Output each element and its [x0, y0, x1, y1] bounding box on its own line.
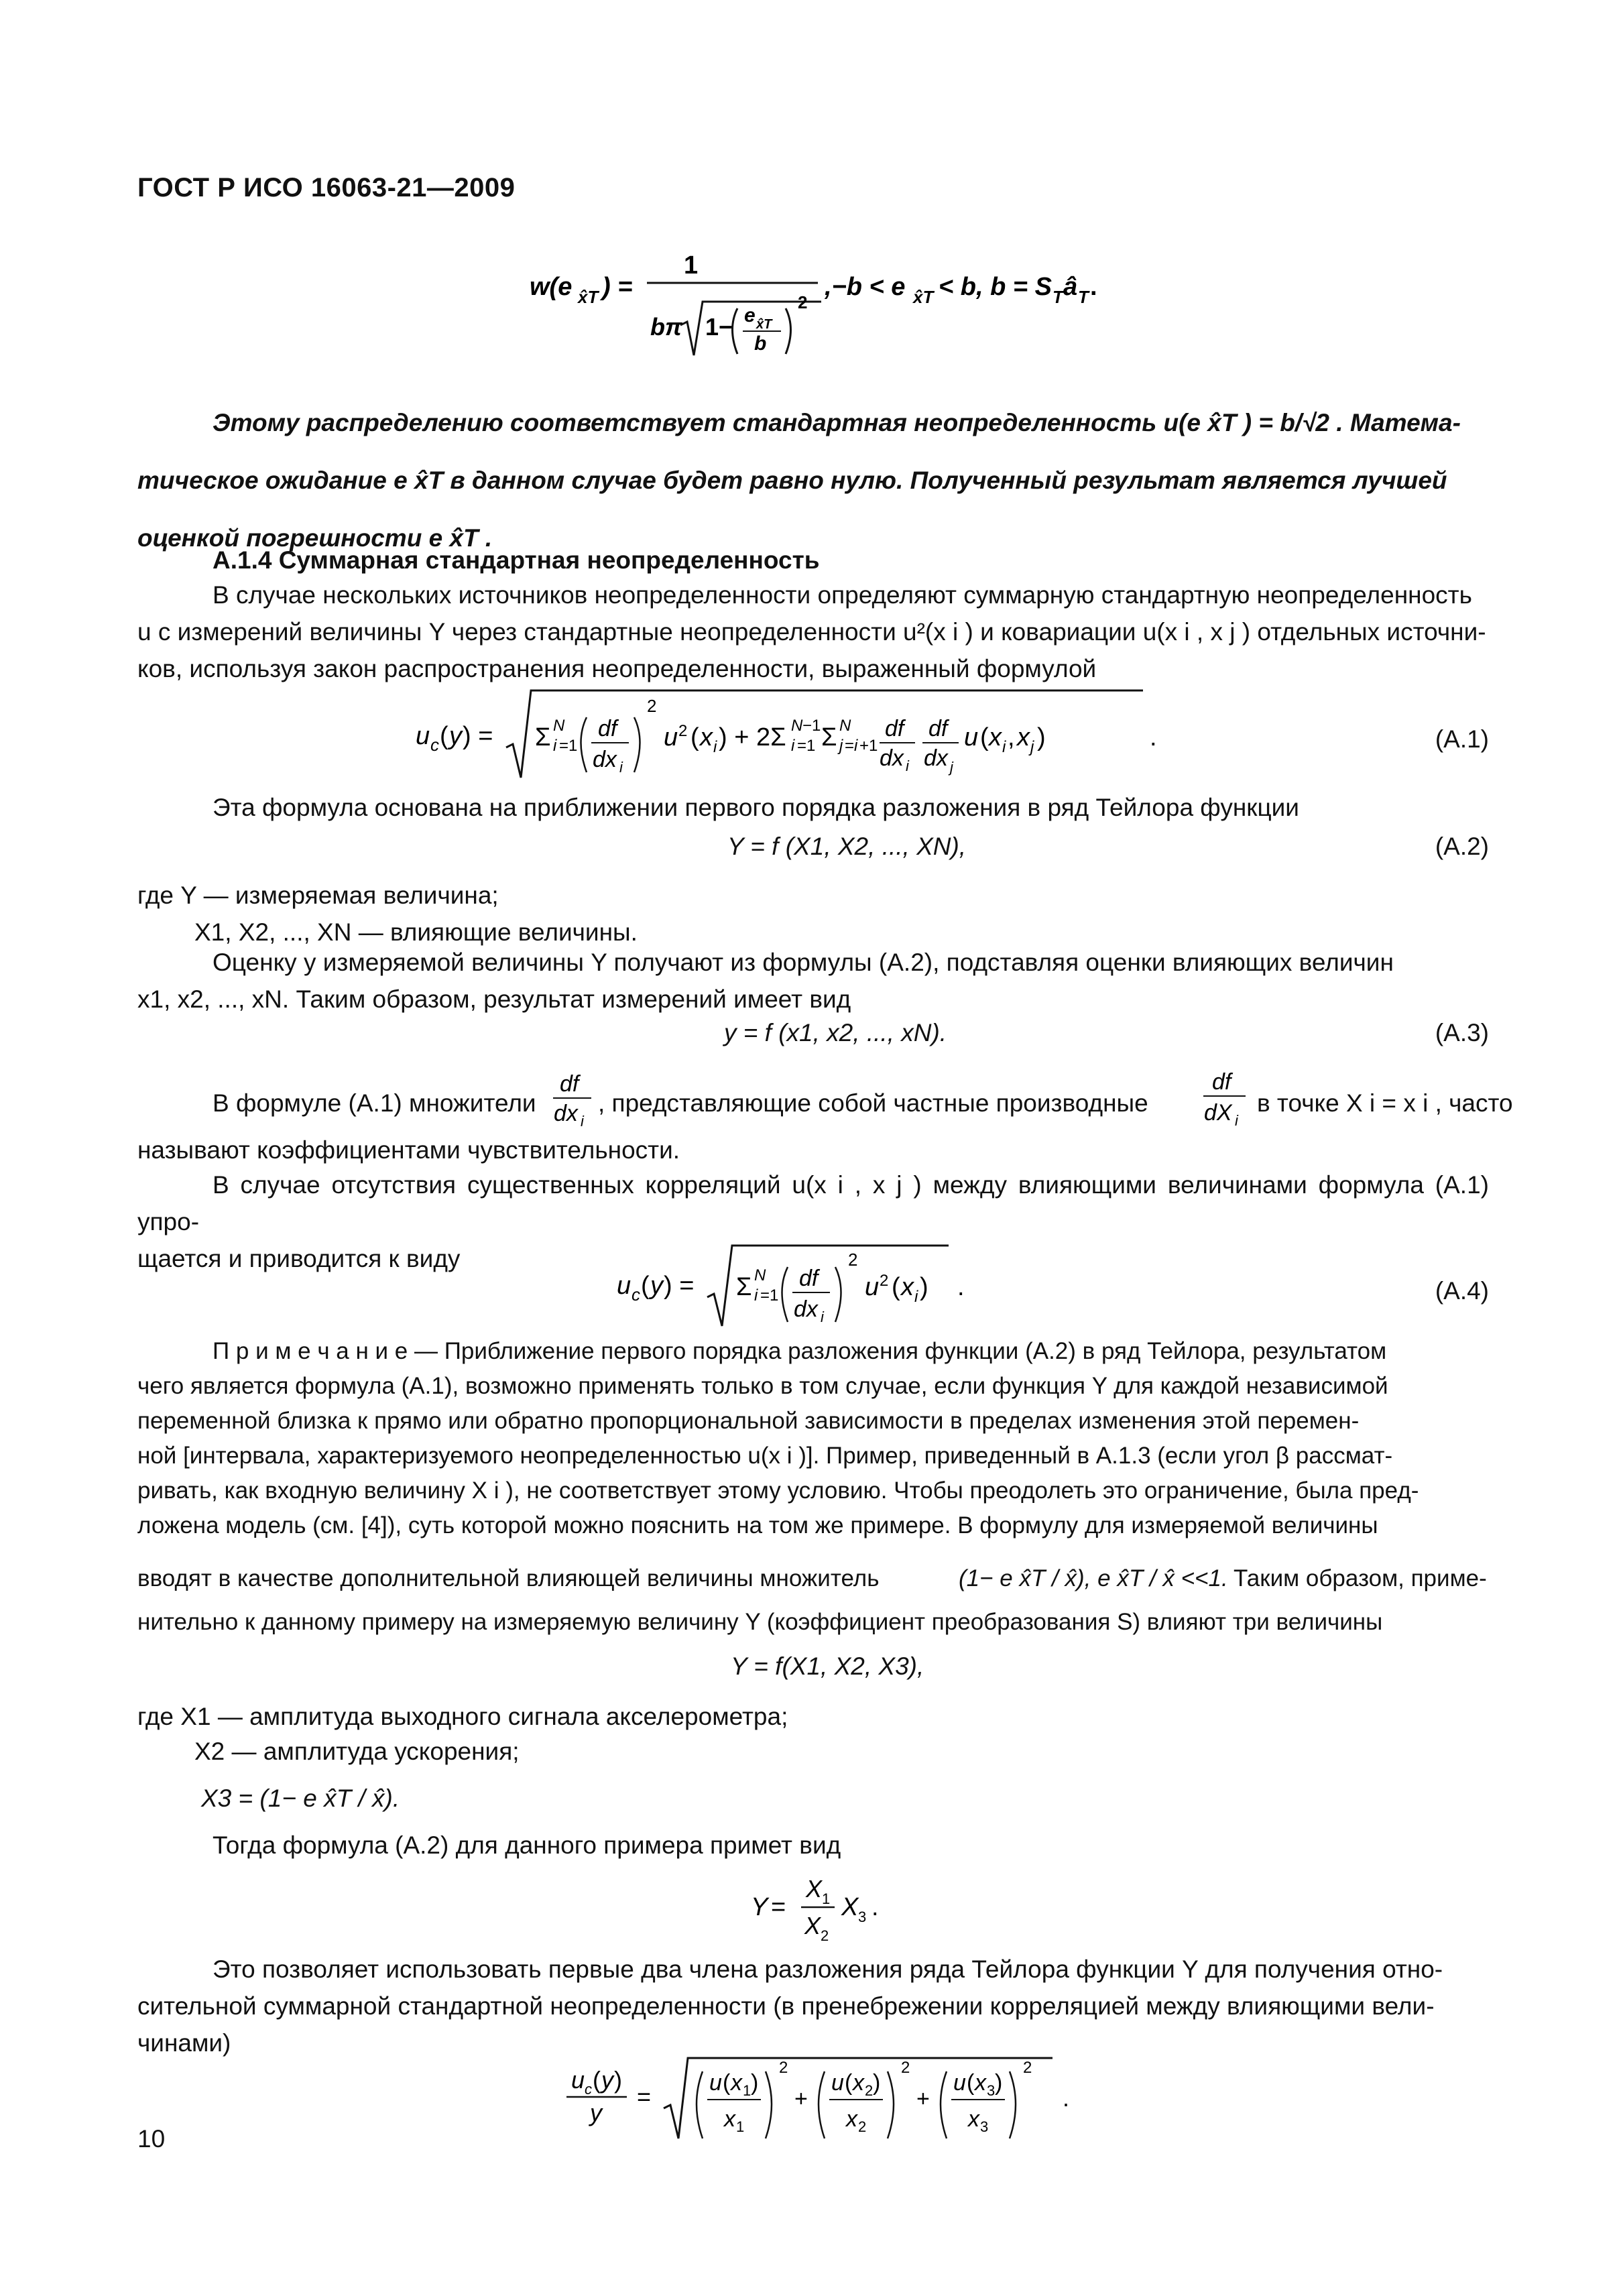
intro-line-3: ков, используя закон распространения неопределенности, выраженный формулой — [137, 655, 1097, 682]
paragraph-taylor: Эта формула основана на приближении первого порядка разложения в ряд Тейлора функции — [213, 794, 1299, 821]
equation-a2: Y = f (X1, X2, ..., XN), — [727, 833, 967, 860]
svg-text:x̂T: x̂T — [913, 287, 934, 307]
where-x2-line: X2 — амплитуда ускорения; — [194, 1738, 520, 1765]
equation-a1 — [416, 684, 1220, 791]
svg-text:X: X — [804, 1912, 821, 1939]
svg-text:2: 2 — [848, 1250, 858, 1270]
svg-text:N: N — [839, 717, 851, 735]
correlation-line-1: В случае отсутствия существенных корреляций u(x i , x j ) между влияющими величинами формула (А.1) упро- — [137, 1171, 1489, 1235]
svg-text:3: 3 — [987, 2082, 996, 2099]
svg-text:e: e — [744, 304, 756, 326]
svg-text:u: u — [964, 723, 979, 751]
note-line-7a: вводят в качестве дополнительной влияющей величины множитель — [137, 1565, 880, 1591]
svg-text:(: ( — [967, 2070, 975, 2096]
svg-text:dX: dX — [1204, 1100, 1232, 1126]
svg-text:df: df — [928, 716, 948, 741]
svg-text:,−b < e: ,−b < e — [825, 273, 906, 301]
svg-text:3: 3 — [858, 1909, 867, 1925]
svg-text:=: = — [637, 2083, 652, 2110]
equation-a1-number: (А.1) — [1435, 725, 1489, 753]
svg-text:i: i — [553, 737, 557, 755]
svg-text:.: . — [957, 1273, 965, 1301]
note-line-8: нительно к данному примеру на измеряемую величину Y (коэффициент преобразования S) влияют три величины — [137, 1609, 1383, 1635]
svg-text:dx: dx — [554, 1101, 578, 1126]
where-y-line: где Y — измеряемая величина; — [137, 882, 499, 909]
svg-text:w(e: w(e — [530, 273, 573, 301]
svg-text:(: ( — [690, 723, 699, 751]
svg-text:i: i — [791, 737, 795, 755]
svg-text:i: i — [854, 737, 858, 755]
svg-text:j: j — [1030, 738, 1034, 756]
svg-text:): ) — [751, 2070, 759, 2096]
svg-text:i: i — [713, 738, 717, 756]
svg-text:=: = — [845, 737, 855, 755]
relative-line-2: сительной суммарной стандартной неопределенности (в пренебрежении корреляцией между влияющими вели- — [137, 1992, 1435, 2020]
sensitivity-text-4: называют коэффициентами чувствительности. — [137, 1136, 680, 1164]
svg-text:x: x — [846, 2106, 857, 2132]
where-x1-line: где X1 — амплитуда выходного сигнала акселерометра; — [137, 1703, 788, 1730]
equation-a4-number: (А.4) — [1435, 1277, 1489, 1305]
svg-text:y: y — [650, 1272, 663, 1300]
svg-text:i: i — [581, 1113, 584, 1130]
svg-text:) + 2Σ: ) + 2Σ — [719, 723, 786, 751]
svg-text:y: y — [601, 2066, 613, 2094]
svg-text:(: ( — [845, 2070, 853, 2096]
svg-text:Σ: Σ — [535, 723, 551, 751]
sensitivity-text-1: В формуле (А.1) множители — [213, 1089, 536, 1117]
svg-text:(: ( — [641, 1272, 650, 1300]
svg-text:x: x — [975, 2070, 986, 2096]
svg-text:x: x — [853, 2070, 864, 2096]
equation-relative-uncertainty — [563, 2051, 1099, 2152]
svg-text:x: x — [989, 723, 1002, 751]
svg-text:y: y — [449, 722, 462, 750]
paragraph-example-form: Тогда формула (А.2) для данного примера примет вид — [213, 1831, 841, 1859]
svg-text:(: ( — [892, 1273, 900, 1301]
svg-text:u: u — [953, 2070, 966, 2096]
svg-text:x̂T: x̂T — [756, 317, 772, 332]
svg-text:=1: =1 — [797, 737, 816, 755]
svg-text:< b, b = S: < b, b = S — [939, 273, 1052, 301]
svg-text:2: 2 — [858, 2118, 867, 2135]
svg-text:) =: ) = — [664, 1272, 695, 1300]
svg-text:b: b — [754, 333, 767, 355]
svg-text:.: . — [871, 1893, 879, 1921]
sensitivity-text-2: , представляющие собой частные производные — [598, 1089, 1148, 1117]
svg-text:+: + — [916, 2086, 930, 2112]
svg-text:): ) — [920, 1273, 928, 1301]
fraction-df-dxi-1 — [550, 1073, 597, 1133]
svg-text:2: 2 — [1023, 2059, 1032, 2077]
sensitivity-text-3: в точке X i = x i , часто — [1257, 1089, 1513, 1117]
relative-line-1: Это позволяет использовать первые два члена разложения ряда Тейлора функции Y для получения отно- — [213, 1955, 1443, 1983]
paragraph-distribution — [137, 394, 1489, 567]
estimate-line-2: x1, x2, ..., xN. Таким образом, результат измерений имеет вид — [137, 985, 851, 1013]
svg-text:.: . — [1150, 723, 1157, 751]
svg-text:i: i — [821, 1309, 824, 1325]
note-line-7b: (1− e x̂T / x̂), e x̂T / x̂ <<1. — [959, 1565, 1228, 1591]
svg-text:i: i — [1235, 1112, 1238, 1129]
fraction-df-dxi-2 — [1200, 1069, 1250, 1133]
svg-text:): ) — [995, 2070, 1003, 2096]
svg-text:x: x — [901, 1273, 914, 1301]
svg-text:): ) — [1037, 723, 1046, 751]
svg-text:dx: dx — [924, 745, 948, 771]
distribution-line-1: Этому распределению соответствует стандартная неопределенность u(e x̂T ) = b/√2 . Матема- — [213, 409, 1461, 436]
svg-text:Y: Y — [751, 1893, 768, 1921]
where-x3-line: X3 = (1− e x̂T / x̂). — [201, 1785, 400, 1812]
svg-text:,: , — [1008, 723, 1015, 751]
note-line-6: ложена модель (см. [4]), суть которой можно пояснить на том же примере. В формулу для измеряемой величины — [137, 1512, 1378, 1538]
svg-text:): ) — [873, 2070, 881, 2096]
svg-text:u: u — [617, 1272, 632, 1300]
svg-text:x: x — [968, 2106, 979, 2132]
note-line-1-text: — Приближение первого порядка разложения функции (А.2) в ряд Тейлора, результатом — [408, 1338, 1387, 1364]
note-line-3: переменной близка к прямо или обратно пропорциональной зависимости в пределах изменения этой перемен- — [137, 1408, 1360, 1434]
formula-w-distribution — [523, 255, 1126, 375]
note-line-5: ривать, как входную величину X i ), не соответствует этому условию. Чтобы преодолеть это ограничение, была пред- — [137, 1477, 1419, 1504]
svg-text:c: c — [632, 1284, 640, 1305]
svg-text:Σ: Σ — [821, 723, 837, 751]
svg-text:N: N — [553, 717, 565, 735]
svg-text:y: y — [590, 2099, 602, 2126]
relative-line-3: чинами) — [137, 2029, 231, 2057]
svg-text:(: ( — [593, 2066, 601, 2094]
intro-line-1: В случае нескольких источников неопределенности определяют суммарную стандартную неопределенность — [213, 581, 1472, 609]
note-line-2: чего является формула (А.1), возможно применять только в том случае, если функция Y для каждой независимой — [137, 1373, 1388, 1399]
document-header: ГОСТ Р ИСО 16063-21—2009 — [137, 173, 516, 202]
svg-text:(: ( — [723, 2070, 731, 2096]
note-block — [137, 1334, 1489, 1543]
where-x-line: X1, X2, ..., XN — влияющие величины. — [194, 918, 638, 946]
svg-text:c: c — [585, 2081, 592, 2098]
svg-text:.: . — [1063, 2084, 1070, 2112]
equation-y-f-x123: Y = f(X1, X2, X3), — [731, 1652, 924, 1680]
svg-text:2: 2 — [678, 722, 688, 740]
paragraph-estimate — [137, 944, 1489, 1018]
svg-text:i: i — [1002, 738, 1006, 756]
svg-text:−1: −1 — [802, 717, 821, 735]
svg-text:2: 2 — [880, 1272, 889, 1290]
svg-text:x: x — [1017, 723, 1030, 751]
svg-text:j: j — [950, 759, 953, 776]
svg-text:T: T — [1053, 287, 1063, 307]
svg-text:1: 1 — [743, 2082, 752, 2099]
svg-text:u: u — [709, 2070, 722, 2096]
svg-text:i: i — [754, 1286, 758, 1305]
svg-text:N: N — [791, 717, 803, 735]
paragraph-intro — [137, 577, 1489, 687]
equation-y-ratio — [751, 1867, 912, 1954]
svg-text:T: T — [1078, 287, 1089, 307]
svg-text:1: 1 — [736, 2118, 745, 2135]
svg-text:N: N — [754, 1266, 766, 1284]
page-number: 10 — [137, 2125, 166, 2153]
svg-text:i: i — [914, 1288, 918, 1306]
equation-a3: y = f (x1, x2, ..., xN). — [724, 1019, 947, 1046]
svg-text:â: â — [1063, 273, 1078, 301]
correlation-line-2: щается и приводится к виду — [137, 1245, 461, 1272]
svg-text:j: j — [839, 737, 843, 755]
svg-text:=: = — [771, 1893, 786, 1921]
svg-text:df: df — [598, 716, 617, 741]
intro-line-2: u c измерений величины Y через стандартные неопределенности u²(x i ) и ковариации u(x i , x j ) отдельных источни- — [137, 618, 1486, 646]
svg-text:c: c — [430, 735, 439, 755]
note-label: П р и м е ч а н и е — [213, 1338, 408, 1364]
svg-text:2: 2 — [798, 292, 808, 312]
svg-text:X: X — [806, 1875, 823, 1902]
svg-text:bπ: bπ — [650, 313, 682, 341]
svg-text:1−: 1− — [705, 313, 733, 341]
svg-text:df: df — [560, 1073, 579, 1097]
svg-text:df: df — [799, 1266, 819, 1291]
paragraph-relative — [137, 1951, 1489, 2061]
svg-text:u: u — [865, 1273, 880, 1301]
svg-text:2: 2 — [647, 696, 657, 716]
svg-text:) =: ) = — [463, 722, 493, 750]
svg-text:u: u — [664, 723, 678, 751]
svg-text:x: x — [731, 2070, 742, 2096]
svg-text:u: u — [571, 2066, 585, 2094]
svg-text:2: 2 — [821, 1927, 829, 1944]
svg-text:(: ( — [980, 723, 989, 751]
svg-text:df: df — [1212, 1069, 1231, 1095]
svg-text:) =: ) = — [602, 273, 633, 301]
distribution-line-3: оценкой погрешности e x̂T . — [137, 524, 493, 552]
svg-text:x̂T: x̂T — [578, 287, 599, 307]
svg-text:3: 3 — [980, 2118, 989, 2135]
svg-text:dx: dx — [794, 1296, 818, 1322]
note-line-7c: Таким образом, приме- — [1234, 1565, 1487, 1591]
svg-text:2: 2 — [901, 2059, 910, 2077]
note-line-1 — [137, 1334, 1489, 1369]
svg-text:df: df — [885, 716, 904, 741]
svg-text:=1: =1 — [559, 737, 578, 755]
svg-text:dx: dx — [880, 745, 904, 771]
svg-text:(: ( — [440, 722, 448, 750]
equation-a3-number: (А.3) — [1435, 1019, 1489, 1046]
svg-text:u: u — [831, 2070, 844, 2096]
svg-text:+: + — [794, 2086, 808, 2112]
svg-text:+1: +1 — [859, 737, 878, 755]
svg-text:Σ: Σ — [736, 1273, 752, 1301]
svg-text:): ) — [614, 2066, 622, 2094]
distribution-line-2: тическое ожидание e x̂T в данном случае будет равно нулю. Полученный результат является лучшей — [137, 467, 1447, 494]
section-heading: А.1.4 Суммарная стандартная неопределенность — [213, 546, 820, 574]
svg-text:x: x — [700, 723, 713, 751]
svg-text:u: u — [416, 722, 430, 750]
estimate-line-1: Оценку y измеряемой величины Y получают из формулы (А.2), подставляя оценки влияющих величин — [213, 949, 1394, 976]
svg-text:=1: =1 — [760, 1286, 779, 1305]
svg-text:dx: dx — [593, 747, 617, 772]
note-line-4: ной [интервала, характеризуемого неопределенностью u(x i )]. Пример, приведенный в А.1.3 (если угол β рассмат- — [137, 1443, 1393, 1469]
svg-text:.: . — [1090, 273, 1097, 301]
svg-text:i: i — [619, 759, 623, 776]
svg-text:i: i — [906, 758, 909, 774]
svg-text:1: 1 — [684, 255, 699, 280]
svg-text:1: 1 — [822, 1890, 831, 1907]
svg-text:2: 2 — [779, 2059, 788, 2077]
equation-a4 — [617, 1240, 992, 1334]
equation-a2-number: (А.2) — [1435, 833, 1489, 860]
svg-text:x: x — [724, 2106, 735, 2132]
svg-text:X: X — [841, 1893, 859, 1921]
svg-text:2: 2 — [865, 2082, 874, 2099]
